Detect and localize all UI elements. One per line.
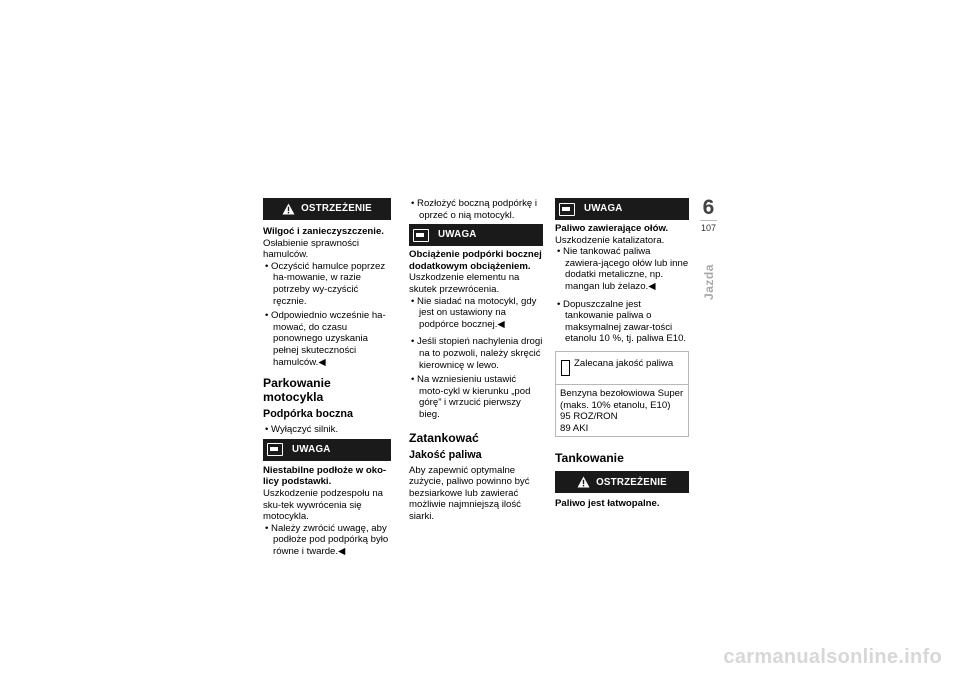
chapter-number: 6 xyxy=(702,196,715,219)
warning-title: Paliwo jest łatwopalne. xyxy=(555,498,660,510)
note-banner xyxy=(555,198,689,220)
list-item: • Nie tankować paliwa zawiera-jącego ołów lub inne dodatki metaliczne, np. mangan lub żelazo.◀ xyxy=(557,246,689,292)
page-number: 107 xyxy=(700,223,717,233)
note-hand-icon xyxy=(559,203,575,216)
warning-banner xyxy=(263,198,391,220)
column-3 xyxy=(555,198,689,510)
section-heading: Parkowanie motocykla xyxy=(263,376,331,405)
warning-banner xyxy=(555,471,689,493)
list-item: • Należy zwrócić uwagę, aby podłoże pod podpórką było równe i twarde.◀ xyxy=(265,522,389,557)
section-heading: Zatankować xyxy=(409,430,479,445)
note-hand-icon xyxy=(413,229,429,242)
chapter-tab xyxy=(700,196,717,300)
fuel-quality-label: Zalecana jakość paliwa xyxy=(574,357,674,369)
list-item: • Rozłożyć boczną podpórkę i oprzeć o nią motocykl. xyxy=(411,198,538,221)
column-1 xyxy=(263,198,391,560)
warning-title: Wilgoć i zanieczyszczenie. xyxy=(263,226,384,237)
warning-label: OSTRZEŻENIE xyxy=(301,203,372,215)
note-title: Niestabilne podłoże w oko-licy podstawki. xyxy=(263,464,387,488)
list-item: • Oczyścić hamulce poprzez ha-mowanie, w razie potrzeby wy-czyścić ręcznie. xyxy=(265,260,386,307)
subsection-heading: Podpórka boczna xyxy=(263,408,353,421)
chapter-name: Jazda xyxy=(702,264,716,300)
list-item: • Wyłączyć silnik. xyxy=(265,424,339,436)
note-label: UWAGA xyxy=(438,229,477,241)
warning-triangle-icon xyxy=(577,476,590,488)
list-item: • Na wzniesieniu ustawić moto-cykl w kierunku „pod górę” i wrzucić pierwszy bieg. xyxy=(411,374,531,420)
fuel-aki: 89 AKI xyxy=(560,422,589,434)
fuel-quality-box xyxy=(555,351,689,437)
fuel-type: Benzyna bezołowiowa Super xyxy=(560,387,684,399)
note-banner xyxy=(409,224,543,246)
fuel-ron: 95 ROZ/RON xyxy=(560,411,618,423)
divider xyxy=(700,220,717,221)
paragraph: Aby zapewnić optymalne zużycie, paliwo powinno być bezsiarkowe lub zawierać możliwie najmniejszą ilość siarki. xyxy=(409,464,530,522)
warning-triangle-icon xyxy=(282,203,295,215)
fuel-pump-icon xyxy=(561,360,570,376)
warning-text: Osłabienie sprawności hamulców. xyxy=(263,237,359,261)
list-item: • Dopuszczalne jest tankowanie paliwa o maksymalnej zawar-tości etanolu 10 %, tj. paliwa E10. xyxy=(557,298,687,345)
section-heading: Tankowanie xyxy=(555,451,624,466)
note-title: Obciążenie podpórki bocznej dodatkowym obciążeniem. xyxy=(409,249,542,272)
note-text: Uszkodzenie elementu na skutek przewrócenia. xyxy=(409,272,520,295)
list-item: • Jeśli stopień nachylenia drogi na to pozwoli, należy skręcić kierownicę w lewo. xyxy=(411,336,543,371)
note-hand-icon xyxy=(267,443,283,456)
list-item: • Odpowiednio wcześnie ha-mować, do czasu ponownego uzyskania pełnej skuteczności hamulców.◀ xyxy=(265,310,386,368)
subsection-heading: Jakość paliwa xyxy=(409,448,482,461)
note-text: Uszkodzenie podzespołu na sku-tek wywrócenia się motocykla. xyxy=(263,487,384,523)
list-item: • Nie siadać na motocykl, gdy jest on ustawiony na podpórce bocznej.◀ xyxy=(411,295,537,330)
warning-label: OSTRZEŻENIE xyxy=(596,476,667,488)
note-label: UWAGA xyxy=(584,203,623,215)
fuel-ethanol-limit: (maks. 10% etanolu, E10) xyxy=(560,399,671,411)
note-text: Uszkodzenie katalizatora. xyxy=(555,234,665,246)
column-2 xyxy=(409,198,543,522)
note-title: Paliwo zawierające ołów. xyxy=(555,223,669,234)
note-banner xyxy=(263,439,391,461)
note-label: UWAGA xyxy=(292,443,331,455)
watermark: carmanualsonline.info xyxy=(723,646,942,668)
